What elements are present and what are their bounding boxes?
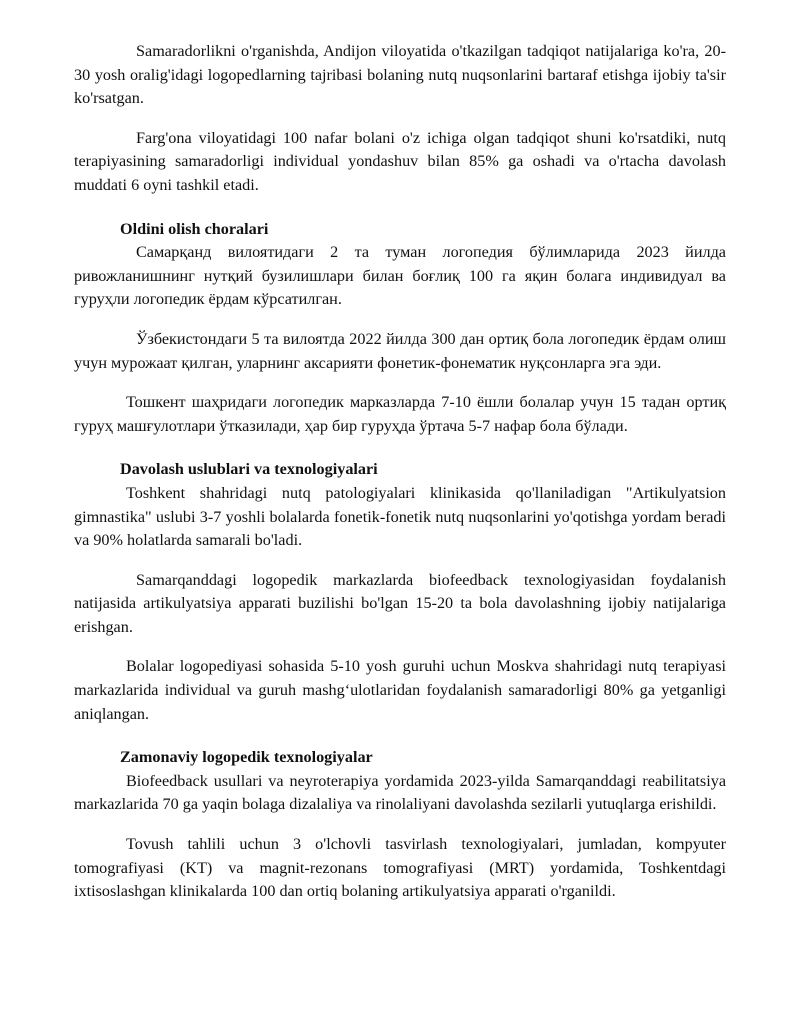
modern-paragraph-1: Biofeedback usullari va neyroterapiya yordamida 2023-yilda Samarqanddagi reabilitatsiya markazlarida 70 ga yaqin bolaga dizalaliya va rinolaliyani davolashda sezilarli yutuqlarga erishildi.: [74, 771, 726, 814]
prevention-paragraph-1: Самарқанд вилоятидаги 2 та туман логопедия бўлимларида 2023 йилда ривожланишнинг нутқий бузилишлари билан боғлиқ 100 га яқин болага индивидуал ва гуруҳли логопедик ёрдам кўрсатилган.: [74, 243, 726, 309]
document-page: [74, 40, 726, 904]
prevention-paragraph-3: Тошкент шаҳридаги логопедик марказларда 7-10 ёшли болалар учун 15 тадан ортиқ гуруҳ машғулотлари ўтказилади, ҳар бир гуруҳда ўртача 5-7 нафар бола бўлади.: [74, 393, 726, 435]
treatment-paragraph-3: Bolalar logopediyasi sohasida 5-10 yosh guruhi uchun Moskva shahridagi nutq terapiyasi markazlarida individual va guruh mashg‘ulotlaridan foydalanish samaradorligi 80% ga yetganligi aniqlangan.: [74, 657, 726, 723]
modern-paragraph-2: Tovush tahlili uchun 3 o'lchovli tasvirlash texnologiyalari, jumladan, kompyuter tomografiyasi (KT) va magnit-rezonans tomografiyasi (MRT) yordamida, Toshkentdagi ixtisoslashgan klinikalarda 100 dan ortiq bolaning artikulyatsiya apparati o'rganildi.: [74, 835, 726, 901]
section-heading-treatment-methods: Davolash uslublari va texnologiyalari: [120, 460, 378, 479]
intro-paragraph-1: Samaradorlikni o'rganishda, Andijon viloyatida o'tkazilgan tadqiqot natijalariga ko'ra, 20-30 yosh oralig'idagi logopedlarning tajribasi bolaning nutq nuqsonlarini bartaraf etishga ijobiy ta'sir ko'rsatgan.: [74, 42, 726, 108]
treatment-paragraph-2: Samarqanddagi logopedik markazlarda biofeedback texnologiyasidan foydalanish natijasida artikulyatsiya apparati buzilishi bo'lgan 15-20 ta bola davolashning ijobiy natijalariga erishgan.: [74, 570, 726, 636]
section-heading-modern-technologies: Zamonaviy logopedik texnologiyalar: [120, 748, 373, 767]
prevention-paragraph-2: Ўзбекистондаги 5 та вилоятда 2022 йилда 300 дан ортиқ бола логопедик ёрдам олиш учун мурожаат қилган, уларнинг аксарияти фонетик-фонематик нуқсонларга эга эди.: [74, 329, 726, 372]
section-heading-prevention: Oldini olish choralari: [120, 219, 269, 238]
intro-paragraph-2: Farg'ona viloyatidagi 100 nafar bolani o'z ichiga olgan tadqiqot shuni ko'rsatdiki, nutq terapiyasining samaradorligi individual yondashuv bilan 85% ga oshadi va o'rtacha davolash muddati 6 oyni tashkil etadi.: [74, 128, 726, 194]
treatment-paragraph-1: Toshkent shahridagi nutq patologiyalari klinikasida qo'llaniladigan "Artikulyatsion gimnastika" uslubi 3-7 yoshli bolalarda fonetik-fonetik nutq nuqsonlarini yo'qotishga yordam beradi va 90% holatlarda samarali bo'ladi.: [74, 483, 726, 550]
